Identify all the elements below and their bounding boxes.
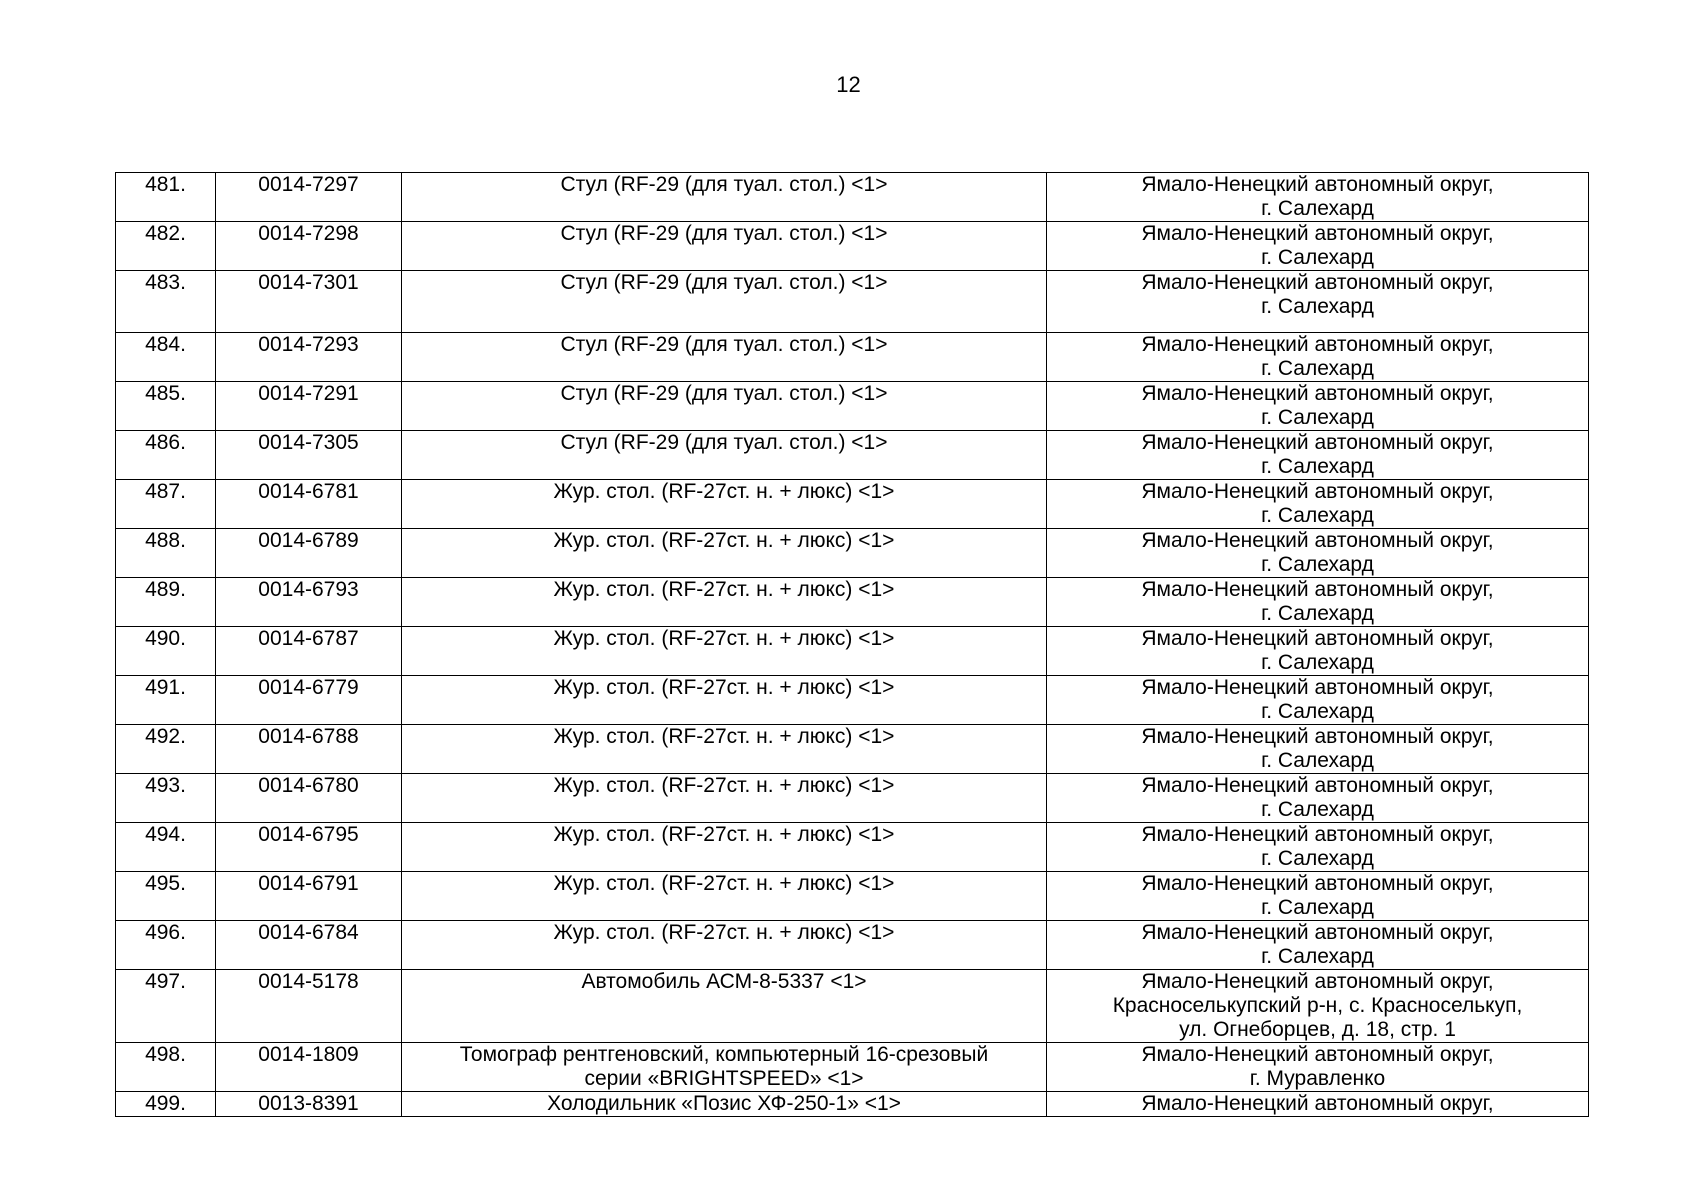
table-row: [116, 578, 1589, 627]
row-number-cell: 487.: [116, 480, 216, 529]
location-cell: [1047, 970, 1589, 1043]
table-row: [116, 676, 1589, 725]
item-name-line: Стул (RF-29 (для туал. стол.) <1>: [560, 222, 888, 245]
table-row: [116, 921, 1589, 970]
location-cell: [1047, 823, 1589, 872]
location-cell: [1047, 627, 1589, 676]
item-name-cell: [402, 676, 1047, 725]
location-cell: [1047, 222, 1589, 271]
item-name-cell: [402, 921, 1047, 970]
table-row: [116, 970, 1589, 1043]
table-row: [116, 333, 1589, 382]
table-row: [116, 222, 1589, 271]
location-line: Ямало-Ненецкий автономный округ,: [1141, 872, 1494, 895]
row-number-cell: 495.: [116, 872, 216, 921]
row-number-cell: 490.: [116, 627, 216, 676]
item-name-line: Жур. стол. (RF-27ст. н. + люкс) <1>: [553, 578, 895, 601]
inventory-code-cell: 0014-7291: [216, 382, 402, 431]
item-name-cell: [402, 1092, 1047, 1117]
row-number-cell: 484.: [116, 333, 216, 382]
item-name-cell: [402, 627, 1047, 676]
location-line: Ямало-Ненецкий автономный округ,: [1141, 480, 1494, 503]
inventory-code-cell: 0014-7301: [216, 271, 402, 333]
inventory-code-cell: 0014-1809: [216, 1043, 402, 1092]
row-number-cell: 482.: [116, 222, 216, 271]
inventory-code-cell: 0014-6795: [216, 823, 402, 872]
inventory-code-cell: 0014-6791: [216, 872, 402, 921]
location-line: ул. Огнеборцев, д. 18, стр. 1: [1179, 1018, 1456, 1041]
location-line: г. Салехард: [1261, 553, 1374, 576]
table-row: [116, 823, 1589, 872]
location-line: г. Салехард: [1261, 602, 1374, 625]
inventory-code-cell: 0014-6779: [216, 676, 402, 725]
location-line: г. Салехард: [1261, 651, 1374, 674]
location-line: г. Салехард: [1261, 455, 1374, 478]
location-cell: [1047, 676, 1589, 725]
inventory-code-cell: 0014-6788: [216, 725, 402, 774]
row-number-cell: 485.: [116, 382, 216, 431]
item-name-cell: [402, 774, 1047, 823]
table-row: [116, 627, 1589, 676]
location-line: Ямало-Ненецкий автономный округ,: [1141, 382, 1494, 405]
location-line: Ямало-Ненецкий автономный округ,: [1141, 627, 1494, 650]
location-line: г. Муравленко: [1249, 1067, 1386, 1090]
item-name-line: Стул (RF-29 (для туал. стол.) <1>: [560, 382, 888, 405]
table-row: [116, 382, 1589, 431]
item-name-cell: [402, 271, 1047, 333]
location-line: г. Салехард: [1261, 197, 1374, 220]
inventory-code-cell: 0013-8391: [216, 1092, 402, 1117]
item-name-line: Жур. стол. (RF-27ст. н. + люкс) <1>: [553, 725, 895, 748]
location-line: Ямало-Ненецкий автономный округ,: [1141, 431, 1494, 454]
location-cell: [1047, 725, 1589, 774]
item-name-cell: [402, 382, 1047, 431]
location-line: Ямало-Ненецкий автономный округ,: [1141, 970, 1494, 993]
table-row: [116, 872, 1589, 921]
row-number-cell: 486.: [116, 431, 216, 480]
item-name-cell: [402, 173, 1047, 222]
item-name-line: Холодильник «Позис ХФ-250-1» <1>: [547, 1092, 901, 1115]
location-cell: [1047, 271, 1589, 333]
item-name-line: Жур. стол. (RF-27ст. н. + люкс) <1>: [553, 676, 895, 699]
location-line: г. Салехард: [1261, 295, 1374, 318]
table-row: [116, 431, 1589, 480]
item-name-cell: [402, 222, 1047, 271]
table-row: [116, 725, 1589, 774]
location-line: Ямало-Ненецкий автономный округ,: [1141, 271, 1494, 294]
item-name-line: Жур. стол. (RF-27ст. н. + люкс) <1>: [553, 872, 895, 895]
location-line: Ямало-Ненецкий автономный округ,: [1141, 578, 1494, 601]
row-number-cell: 496.: [116, 921, 216, 970]
table-row: [116, 173, 1589, 222]
location-line: Ямало-Ненецкий автономный округ,: [1141, 921, 1494, 944]
item-name-line: Жур. стол. (RF-27ст. н. + люкс) <1>: [553, 529, 895, 552]
item-name-line: Жур. стол. (RF-27ст. н. + люкс) <1>: [553, 823, 895, 846]
property-registry-table: [115, 172, 1589, 1117]
location-cell: [1047, 921, 1589, 970]
location-line: Ямало-Ненецкий автономный округ,: [1141, 676, 1494, 699]
item-name-cell: [402, 970, 1047, 1043]
location-cell: [1047, 480, 1589, 529]
item-name-line: Жур. стол. (RF-27ст. н. + люкс) <1>: [553, 480, 895, 503]
row-number-cell: 494.: [116, 823, 216, 872]
row-number-cell: 481.: [116, 173, 216, 222]
inventory-code-cell: 0014-7293: [216, 333, 402, 382]
item-name-line: Стул (RF-29 (для туал. стол.) <1>: [560, 173, 888, 196]
location-line: Красноселькупский р-н, с. Красноселькуп,: [1112, 994, 1523, 1017]
item-name-line: Томограф рентгеновский, компьютерный 16-срезовый: [459, 1043, 989, 1066]
table-row: [116, 774, 1589, 823]
row-number-cell: 489.: [116, 578, 216, 627]
location-cell: [1047, 774, 1589, 823]
row-number-cell: 493.: [116, 774, 216, 823]
row-number-cell: 498.: [116, 1043, 216, 1092]
inventory-code-cell: 0014-6781: [216, 480, 402, 529]
item-name-cell: [402, 823, 1047, 872]
item-name-cell: [402, 529, 1047, 578]
row-number-cell: 483.: [116, 271, 216, 333]
item-name-cell: [402, 1043, 1047, 1092]
location-line: Ямало-Ненецкий автономный округ,: [1141, 823, 1494, 846]
location-line: Ямало-Ненецкий автономный округ,: [1141, 725, 1494, 748]
location-line: Ямало-Ненецкий автономный округ,: [1141, 333, 1494, 356]
item-name-line: Жур. стол. (RF-27ст. н. + люкс) <1>: [553, 921, 895, 944]
location-cell: [1047, 872, 1589, 921]
inventory-code-cell: 0014-6780: [216, 774, 402, 823]
item-name-line: Стул (RF-29 (для туал. стол.) <1>: [560, 431, 888, 454]
item-name-line: Стул (RF-29 (для туал. стол.) <1>: [560, 271, 888, 294]
table-row: [116, 1043, 1589, 1092]
location-line: г. Салехард: [1261, 246, 1374, 269]
table-row: [116, 480, 1589, 529]
item-name-cell: [402, 725, 1047, 774]
location-cell: [1047, 578, 1589, 627]
location-line: Ямало-Ненецкий автономный округ,: [1141, 774, 1494, 797]
item-name-cell: [402, 431, 1047, 480]
row-number-cell: 492.: [116, 725, 216, 774]
location-line: г. Салехард: [1261, 406, 1374, 429]
location-line: г. Салехард: [1261, 700, 1374, 723]
inventory-code-cell: 0014-6784: [216, 921, 402, 970]
location-line: г. Салехард: [1261, 357, 1374, 380]
location-line: г. Салехард: [1261, 504, 1374, 527]
item-name-line: Автомобиль АСМ-8-5337 <1>: [581, 970, 867, 993]
location-line: Ямало-Ненецкий автономный округ,: [1141, 1043, 1494, 1066]
location-line: Ямало-Ненецкий автономный округ,: [1141, 1092, 1494, 1115]
location-cell: [1047, 382, 1589, 431]
item-name-line: Жур. стол. (RF-27ст. н. + люкс) <1>: [553, 774, 895, 797]
inventory-code-cell: 0014-7298: [216, 222, 402, 271]
row-number-cell: 497.: [116, 970, 216, 1043]
location-cell: [1047, 1043, 1589, 1092]
location-line: г. Салехард: [1261, 798, 1374, 821]
item-name-line: серии «BRIGHTSPEED» <1>: [584, 1067, 864, 1090]
item-name-cell: [402, 872, 1047, 921]
inventory-code-cell: 0014-7297: [216, 173, 402, 222]
item-name-cell: [402, 578, 1047, 627]
inventory-code-cell: 0014-6793: [216, 578, 402, 627]
row-number-cell: 499.: [116, 1092, 216, 1117]
location-cell: [1047, 1092, 1589, 1117]
page-number: 12: [836, 72, 861, 97]
inventory-code-cell: 0014-6787: [216, 627, 402, 676]
inventory-code-cell: 0014-7305: [216, 431, 402, 480]
location-cell: [1047, 431, 1589, 480]
table-row: [116, 529, 1589, 578]
inventory-code-cell: 0014-5178: [216, 970, 402, 1043]
table-body: [116, 173, 1589, 1117]
item-name-line: Жур. стол. (RF-27ст. н. + люкс) <1>: [553, 627, 895, 650]
location-line: Ямало-Ненецкий автономный округ,: [1141, 529, 1494, 552]
location-line: г. Салехард: [1261, 896, 1374, 919]
item-name-cell: [402, 480, 1047, 529]
row-number-cell: 488.: [116, 529, 216, 578]
location-line: г. Салехард: [1261, 749, 1374, 772]
item-name-line: Стул (RF-29 (для туал. стол.) <1>: [560, 333, 888, 356]
row-number-cell: 491.: [116, 676, 216, 725]
location-cell: [1047, 333, 1589, 382]
location-cell: [1047, 173, 1589, 222]
location-line: Ямало-Ненецкий автономный округ,: [1141, 222, 1494, 245]
item-name-cell: [402, 333, 1047, 382]
table-row: [116, 271, 1589, 333]
location-line: г. Салехард: [1261, 945, 1374, 968]
location-line: г. Салехард: [1261, 847, 1374, 870]
location-cell: [1047, 529, 1589, 578]
inventory-code-cell: 0014-6789: [216, 529, 402, 578]
table-row: [116, 1092, 1589, 1117]
location-line: Ямало-Ненецкий автономный округ,: [1141, 173, 1494, 196]
